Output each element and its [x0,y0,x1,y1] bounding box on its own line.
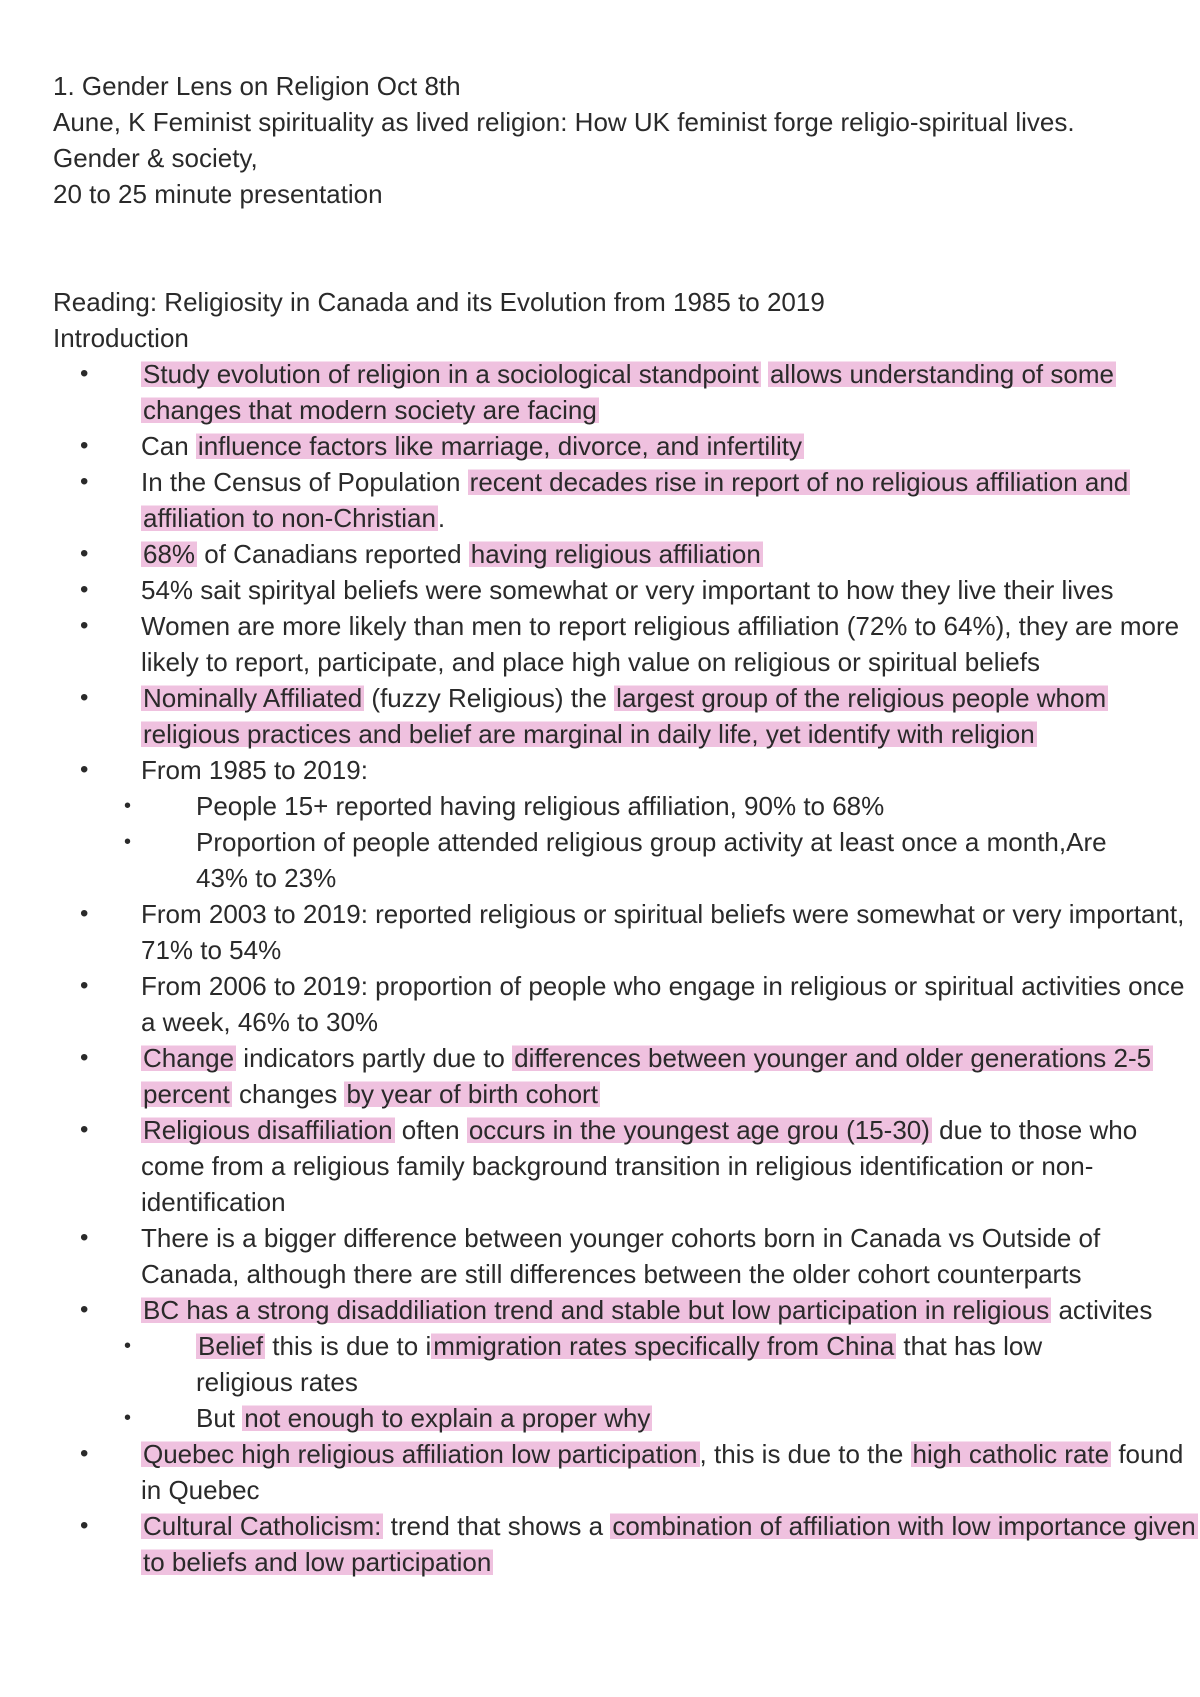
highlighted-text: allows understanding of some changes that modern society are facing [143,359,1114,425]
bullet-item [53,608,1200,680]
highlighted-text: not enough to explain a proper why [244,1403,651,1433]
bullet-item [53,536,1200,572]
text-segment: There is a bigger difference between younger cohorts born in Canada vs Outside of Canada, although there are still differences between the older cohort counterparts [141,1223,1101,1289]
header-title: 1. Gender Lens on Religion Oct 8th [53,71,461,101]
highlighted-text: BC has a strong disaddiliation trend and stable but low participation in religious [143,1295,1050,1325]
highlighted-text: by year of birth cohort [346,1079,598,1109]
text-segment: Women are more likely than men to report religious affiliation (72% to 64%), they are more likely to report, participate, and place high value on religious or spiritual beliefs [141,611,1180,677]
bullet-item [53,464,1200,536]
text-segment: (fuzzy Religious) the [364,683,615,713]
highlighted-text: differences between younger and older generations 2-5 percent [143,1043,1152,1109]
highlighted-text: occurs in the youngest age grou (15-30) [468,1115,930,1145]
bullet-item [53,1040,1200,1112]
bullet-item [53,356,1200,428]
highlighted-text: 68% [143,539,196,569]
bullet-text [141,680,1200,752]
header-duration: 20 to 25 minute presentation [53,179,383,209]
bullet-text [141,464,1200,536]
sub-bullet-item [124,1328,1146,1400]
bullet-text [141,356,1200,428]
highlighted-text: Study evolution of religion in a sociological standpoint [143,359,759,389]
bullet-dot-icon: • [124,831,132,853]
bullet-text [141,896,1200,968]
sub-bullet-list [124,1328,1200,1436]
bullet-text [141,752,1200,788]
text-segment: trend that shows a [383,1511,611,1541]
bullet-item [53,572,1200,608]
highlighted-text: largest group of the religious people whom religious practices and belief are marginal in daily life, yet identify with religion [143,683,1107,749]
text-segment: activites [1051,1295,1153,1325]
highlighted-text: Religious disaffiliation [143,1115,393,1145]
text-segment: indicators partly due to [236,1043,513,1073]
text-segment: From 2003 to 2019: reported religious or spiritual beliefs were somewhat or very important, 71% to 54% [141,899,1185,965]
text-segment: often [394,1115,467,1145]
bullet-text [141,1112,1200,1220]
bullet-item [53,1292,1200,1436]
highlighted-text: Quebec high religious affiliation low participation [143,1439,698,1469]
text-segment: changes [231,1079,345,1109]
highlighted-text: Change [143,1043,235,1073]
text-segment: Can [141,431,196,461]
highlighted-text: having religious affiliation [470,539,761,569]
highlighted-text: recent decades rise in report of no religious affiliation and affiliation to non-Christian [143,467,1129,533]
text-segment: From 1985 to 2019: [141,755,368,785]
bullet-list [53,356,1200,1580]
highlighted-text: Cultural Catholicism: [143,1511,382,1541]
text-segment: , this is due to the [699,1439,911,1469]
text-segment: People 15+ reported having religious affiliation, 90% to 68% [196,791,885,821]
sub-bullet-item [124,788,1146,824]
bullet-text [141,1040,1200,1112]
sub-bullet-list [124,788,1200,896]
bullet-text [141,1220,1200,1292]
text-segment: . [437,503,446,533]
document-header [53,68,1075,212]
text-segment: due to those who come from a religious family background transition in religious identification or non-identification [141,1115,1138,1217]
bullet-item [53,1220,1200,1292]
text-segment: that has low religious rates [196,1331,1043,1397]
text-segment: found in Quebec [141,1439,1184,1505]
highlighted-text: combination of affiliation with low importance given to beliefs and low participation [143,1511,1196,1577]
text-segment: In the Census of Population [141,467,468,497]
bullet-text [141,1292,1200,1328]
section-heading: Introduction [53,323,189,353]
bullet-item [53,896,1200,968]
bullet-dot-icon: • [124,1407,132,1429]
reading-title: Reading: Religiosity in Canada and its Evolution from 1985 to 2019 [53,287,825,317]
highlighted-text: mmigration rates specifically from China [433,1331,895,1361]
text-segment: this is due to i [265,1331,432,1361]
bullet-item [53,428,1200,464]
bullet-text [141,968,1200,1040]
bullet-dot-icon: • [124,1335,132,1357]
text-segment: Proportion of people attended religious group activity at least once a month,Are 43% to 23% [196,827,1107,893]
bullet-item [53,1436,1200,1508]
bullet-item [53,1508,1200,1580]
highlighted-text: high catholic rate [912,1439,1110,1469]
text-segment: From 2006 to 2019: proportion of people who engage in religious or spiritual activities once a week, 46% to 30% [141,971,1185,1037]
text-segment: of Canadians reported [197,539,469,569]
bullet-item [53,680,1200,752]
bullet-item [53,968,1200,1040]
header-journal: Gender & society, [53,143,258,173]
bullet-text [141,572,1200,608]
text-segment: 54% sait spirityal beliefs were somewhat or very important to how they live their lives [141,575,1114,605]
highlighted-text: Nominally Affiliated [143,683,363,713]
bullet-text [141,608,1200,680]
bullet-item [53,752,1200,896]
sub-bullet-item [124,824,1146,896]
bullet-text [141,428,1200,464]
text-segment [761,359,768,389]
highlighted-text: influence factors like marriage, divorce, and infertility [197,431,802,461]
bullet-text [141,536,1200,572]
sub-bullet-item [124,1400,1146,1436]
bullet-item [53,1112,1200,1220]
highlighted-text: Belief [198,1331,264,1361]
bullet-text [141,1508,1200,1580]
header-citation: Aune, K Feminist spirituality as lived religion: How UK feminist forge religio-spiritual lives. [53,107,1075,137]
bullet-dot-icon: • [124,795,132,817]
reading-section [53,284,1200,1580]
text-segment: But [196,1403,243,1433]
bullet-text [141,1436,1200,1508]
